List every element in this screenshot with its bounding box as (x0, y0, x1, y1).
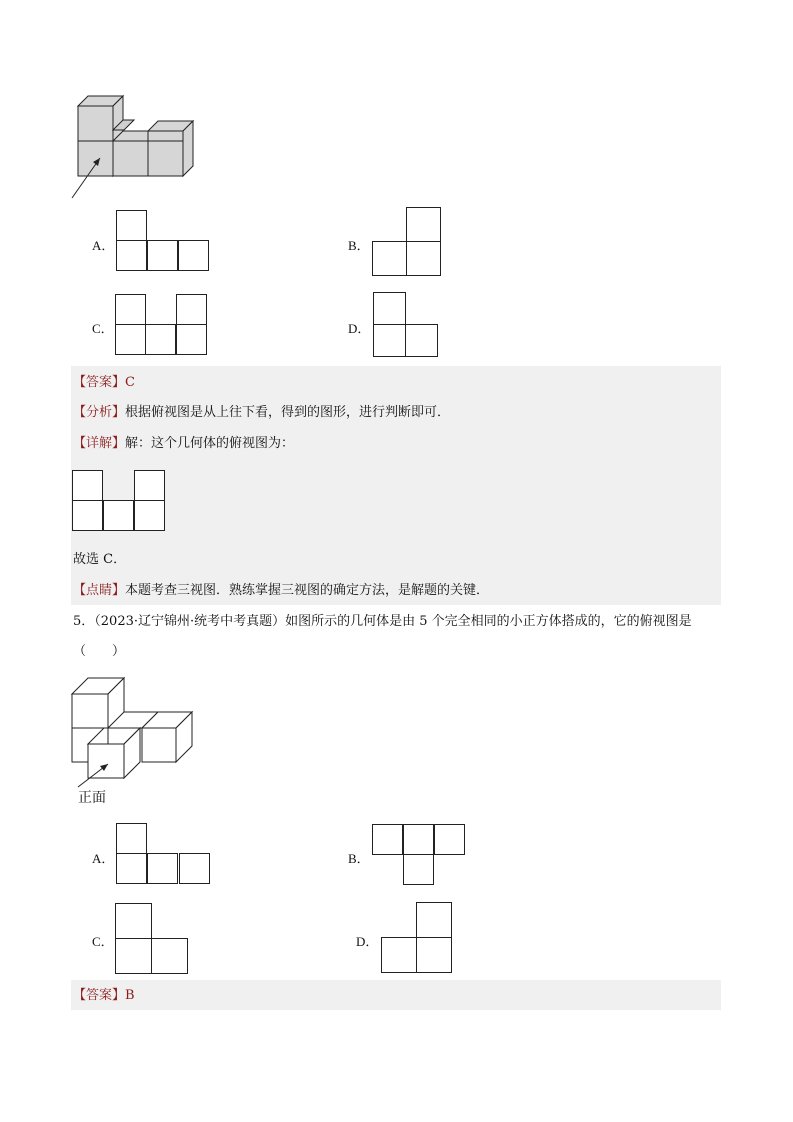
answer-value: B (125, 988, 135, 1003)
detail-tag: 【详解】 (73, 436, 126, 451)
q5-solid-figure (66, 672, 200, 788)
comment-text: 本题考查三视图．熟练掌握三视图的确定方法，是解题的关键． (125, 583, 490, 598)
q5-option-d-label: D． (356, 934, 379, 949)
q4-option-c-label: C． (92, 321, 114, 336)
q4-solid-figure (66, 92, 206, 202)
q5-option-c-label: C． (92, 934, 114, 949)
q5-front-label: 正面 (78, 790, 106, 806)
q5-stem-line2: （ ） (73, 644, 126, 659)
q5-stem-line1: 5．（2023·辽宁锦州·统考中考真题）如图所示的几何体是由 5 个完全相同的小正方体搭成的，它的俯视图是 (73, 614, 692, 629)
q4-comment-line (73, 582, 489, 600)
q4-conclusion-line: 故选 C． (73, 552, 127, 567)
analysis-tag: 【分析】 (73, 405, 126, 420)
analysis-text: 根据俯视图是从上往下看，得到的图形，进行判断即可． (125, 405, 451, 420)
q5-answer-line (73, 987, 135, 1005)
q4-option-b-label: B． (348, 238, 370, 253)
q4-option-a-label: A． (92, 238, 115, 253)
q4-answer-line (73, 374, 135, 392)
q5-option-a-label: A． (92, 851, 115, 866)
comment-tag: 【点睛】 (73, 583, 126, 598)
q4-analysis-line (73, 404, 450, 422)
q4-detail-line (73, 435, 294, 453)
q4-option-d-label: D． (348, 321, 371, 336)
q5-answer-panel (71, 980, 721, 1010)
answer-tag: 【答案】 (73, 988, 126, 1003)
answer-value: C (125, 375, 135, 390)
q4-answer-panel (71, 366, 721, 605)
detail-text: 解：这个几何体的俯视图为： (125, 436, 295, 451)
answer-tag: 【答案】 (73, 375, 126, 390)
q5-option-b-label: B． (348, 851, 370, 866)
